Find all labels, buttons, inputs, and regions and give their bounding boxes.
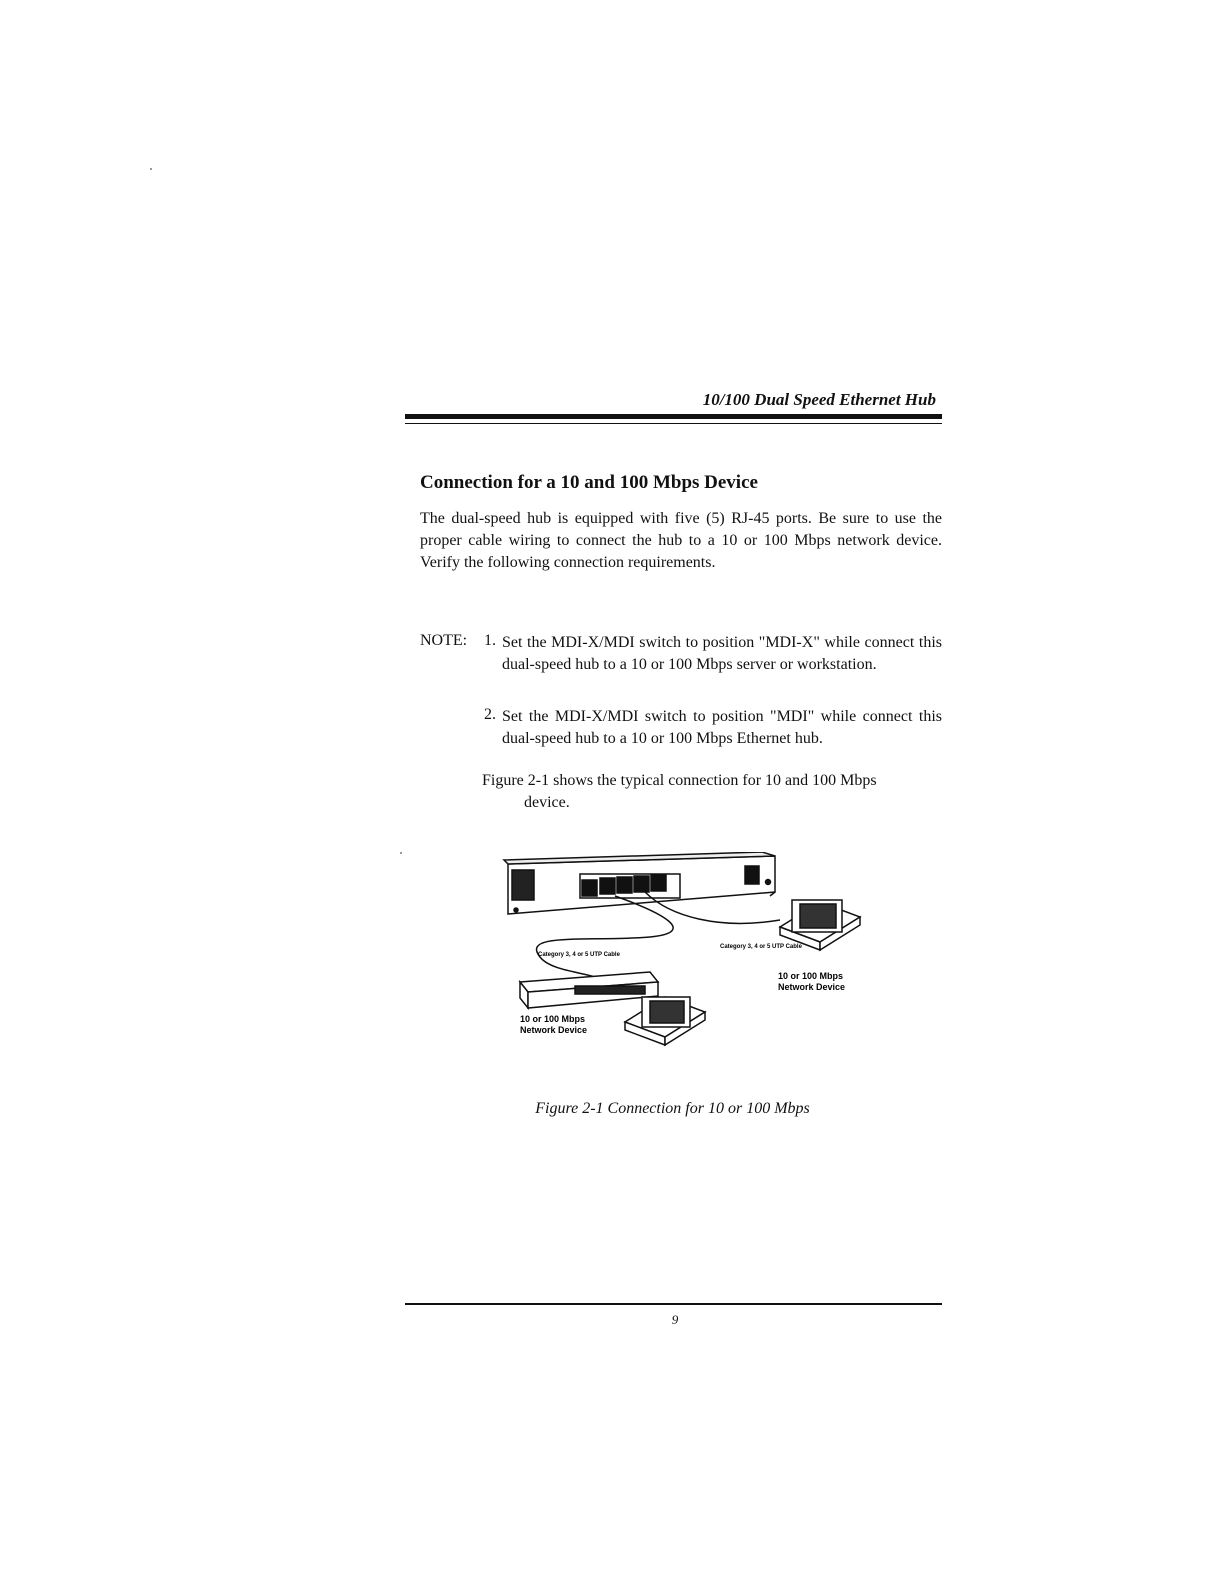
device-right-label-1: 10 or 100 Mbps	[778, 971, 844, 981]
footer-rule	[405, 1303, 942, 1305]
intro-paragraph: The dual-speed hub is equipped with five (5) RJ-45 ports. Be sure to use the proper cable wiring to connect the hub to a 10 or 100 Mbps network device. Verify the following connection requirements.	[420, 510, 942, 571]
cable-right-label: Category 3, 4 or 5 UTP Cable	[720, 944, 802, 950]
note-label: NOTE:	[420, 632, 468, 649]
header-rule-thin	[405, 423, 942, 424]
device-right-label-2: Network Device	[778, 982, 846, 992]
figure-reference-line2: device.	[524, 794, 570, 811]
note-item-number: 1.	[484, 632, 496, 649]
small-hub	[520, 972, 658, 1008]
section-title: Connection for a 10 and 100 Mbps Device	[420, 472, 758, 493]
figure-reference-line1: Figure 2-1 shows the typical connection for 10 and 100 Mbps	[482, 772, 877, 789]
device-left-label-1: 10 or 100 Mbps	[520, 1014, 586, 1024]
figure-caption: Figure 2-1 Connection for 10 or 100 Mbps	[535, 1100, 810, 1117]
network-device-left	[625, 997, 705, 1045]
note-item-text: Set the MDI-X/MDI switch to position "MDI-X" while connect this dual-speed hub to a 10 or 100 Mbps server or workstation.	[502, 634, 942, 673]
device-left-label-2: Network Device	[520, 1025, 588, 1035]
running-header: 10/100 Dual Speed Ethernet Hub	[702, 390, 936, 409]
cable-left-label: Category 3, 4 or 5 UTP Cable	[538, 952, 620, 958]
network-device-right	[780, 900, 860, 950]
note-item-text: Set the MDI-X/MDI switch to position "MDI" while connect this dual-speed hub to a 10 or 100 Mbps Ethernet hub.	[502, 708, 942, 747]
scan-speck	[150, 168, 152, 170]
connection-diagram	[500, 852, 880, 1077]
figure-reference	[482, 770, 942, 814]
page-number: 9	[671, 1312, 679, 1327]
scan-speck	[400, 852, 402, 854]
note-item-number: 2.	[484, 706, 496, 723]
header-rule-thick	[405, 414, 942, 419]
